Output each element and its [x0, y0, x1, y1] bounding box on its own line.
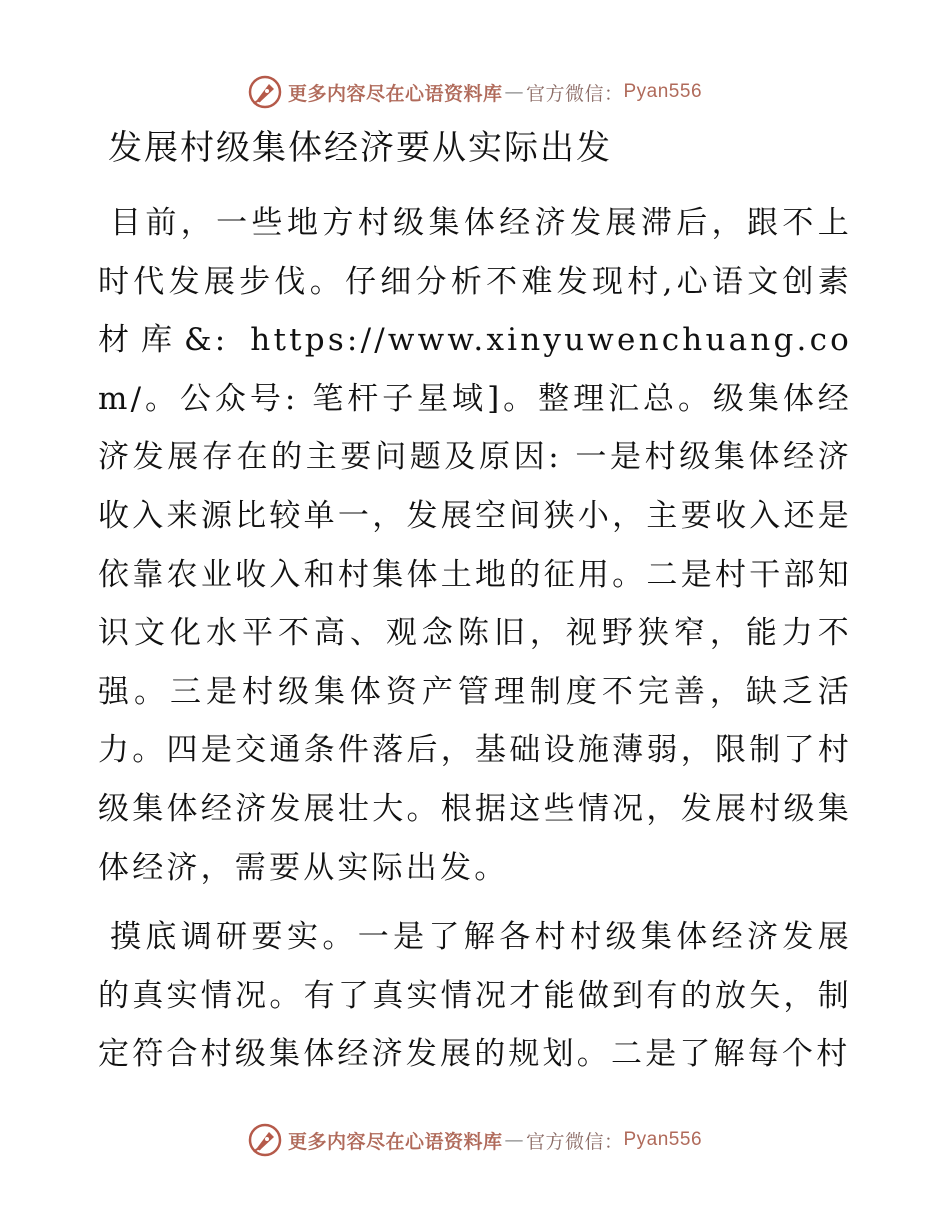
body-paragraph: 摸底调研要实。一是了解各村村级集体经济发展的真实情况。有了真实情况才能做到有的放矢，制定符合村级集体经济发展的规划。二是了解每个村 [98, 919, 852, 1073]
pen-nib-logo-icon [248, 75, 282, 109]
body-paragraph: 目前，一些地方村级集体经济发展滞后，跟不上时代发展步伐。仔细分析不难发现村,心语文创素材库&: https://www.xinyuwenchuang.com/。公众号: 笔杆子星域]。整理汇总。级集体经济发展存在的主要问题及原因: 一是村级集体经济收入来源比较单一，发展空间狭小，主要收入还是依靠农业收入和村集体土地的征用。二是村干部知识文化水平不高、观念陈旧，视野狭窄，能力不强。三是村级集体资产管理制度不完善，缺乏活力。四是交通条件落后，基础设施薄弱，限制了村级集体经济发展壮大。根据这些情况，发展村级集体经济，需要从实际出发。 [98, 205, 852, 886]
watermark-wechat-id: Pyan556 [623, 81, 703, 102]
watermark-text: 更多内容尽在心语资料库 [287, 82, 503, 105]
watermark-text: 更多内容尽在心语资料库 [287, 1130, 503, 1153]
pen-nib-logo-icon [248, 1123, 282, 1157]
watermark-separator: — [504, 1129, 524, 1151]
watermark-wechat-id: Pyan556 [623, 1129, 703, 1150]
header-watermark [0, 72, 950, 112]
watermark-official-label: 官方微信： [525, 82, 624, 105]
watermark-official-label: 官方微信： [525, 1130, 624, 1153]
footer-watermark [0, 1120, 950, 1160]
document-title: 发展村级集体经济要从实际出发 [108, 128, 612, 168]
watermark-separator: — [504, 81, 524, 103]
